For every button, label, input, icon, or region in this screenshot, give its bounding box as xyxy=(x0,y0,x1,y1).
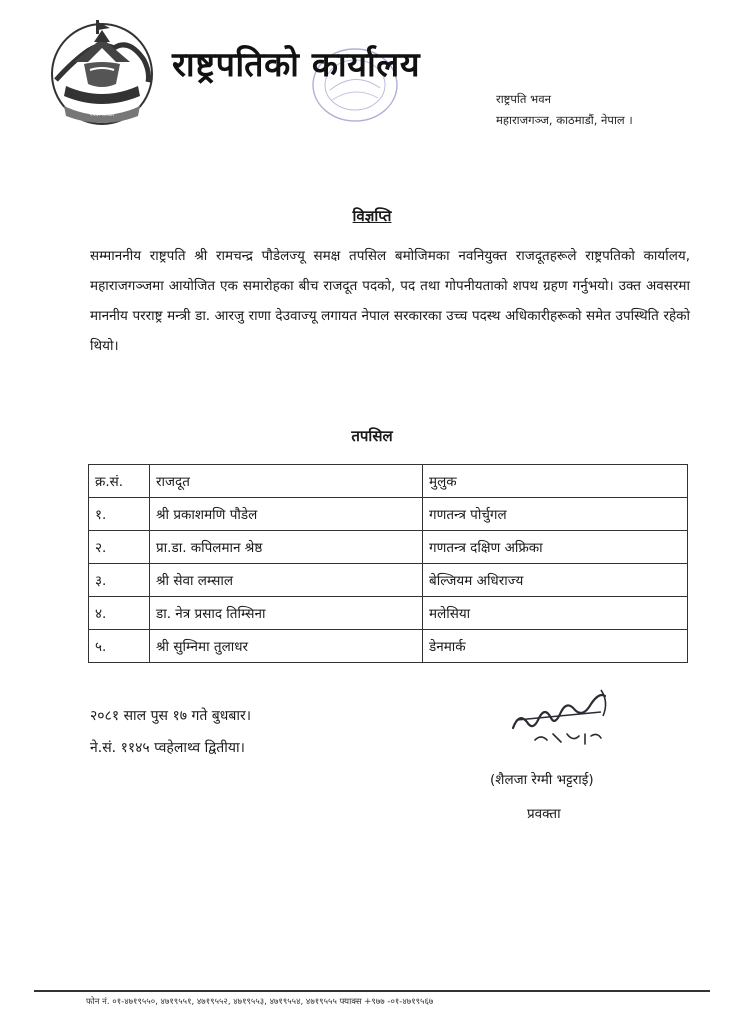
notice-heading: विज्ञप्ति xyxy=(352,207,392,225)
ambassador-cell: प्रा.डा. कपिलमान श्रेष्ठ xyxy=(150,531,423,564)
ambassador-table xyxy=(88,464,688,663)
nepal-government-emblem-icon xyxy=(44,20,160,130)
table-row xyxy=(89,531,688,564)
footer-divider xyxy=(34,990,710,992)
col-serial: क्र.सं. xyxy=(89,465,150,498)
annex-heading: तपसिल xyxy=(351,427,393,445)
table-header-row xyxy=(89,465,688,498)
address-line-1: राष्ट्रपति भवन xyxy=(496,92,551,106)
serial-cell: २. xyxy=(89,531,150,564)
table-row xyxy=(89,597,688,630)
serial-cell: ३. xyxy=(89,564,150,597)
signatory-name: (शैलजा रेग्मी भट्टराई) xyxy=(490,772,594,788)
country-cell: बेल्जियम अधिराज्य xyxy=(423,564,688,597)
signatory-role: प्रवक्ता xyxy=(527,806,561,822)
handwritten-signature-icon xyxy=(505,682,617,748)
col-country: मुलुक xyxy=(423,465,688,498)
table-row xyxy=(89,564,688,597)
date-bikram-sambat: २०८१ साल पुस १७ गते बुधबार। xyxy=(90,708,252,724)
notice-body: सम्माननीय राष्ट्रपति श्री रामचन्द्र पौडेलज्यू समक्ष तपसिल बमोजिमका नवनियुक्त राजदूतहरूले राष्ट्रपतिको कार्यालय, महाराजगञ्जमा आयोजित एक समारोहका बीच राजदूत पदको, पद तथा गोपनीयताको शपथ ग्रहण गर्नुभयो। उक्त अवसरमा माननीय परराष्ट्र मन्त्री डा. आरजु राणा देउवाज्यू लगायत नेपाल सरकारका उच्च पदस्थ अधिकारीहरूको समेत उपस्थिति रहेको थियो। xyxy=(90,248,690,354)
ambassador-cell: डा. नेत्र प्रसाद तिम्सिना xyxy=(150,597,423,630)
office-title: राष्ट्रपतिको कार्यालय xyxy=(172,45,421,85)
table-row xyxy=(89,630,688,663)
country-cell: गणतन्त्र पोर्चुगल xyxy=(423,498,688,531)
address-line-2: महाराजगञ्ज, काठमाडौं, नेपाल । xyxy=(496,113,633,127)
col-ambassador: राजदूत xyxy=(150,465,423,498)
footer-contacts: फोन नं. ०१-४७१९५५०, ४७१९५५१, ४७१९५५२, ४७१९५५३, ४७१९५५४, ४७१९५५५ फ्याक्स +९७७ -०१-४७१९५६७ xyxy=(86,997,434,1007)
country-cell: मलेसिया xyxy=(423,597,688,630)
serial-cell: ५. xyxy=(89,630,150,663)
country-cell: डेनमार्क xyxy=(423,630,688,663)
ambassador-cell: श्री प्रकाशमणि पौडेल xyxy=(150,498,423,531)
table-row xyxy=(89,498,688,531)
emblem-motto: नेपाल सरकार xyxy=(89,112,115,118)
serial-cell: १. xyxy=(89,498,150,531)
serial-cell: ४. xyxy=(89,597,150,630)
country-cell: गणतन्त्र दक्षिण अफ्रिका xyxy=(423,531,688,564)
ambassador-cell: श्री सुम्निमा तुलाधर xyxy=(150,630,423,663)
date-nepal-sambat: ने.सं. ११४५ प्वहेलाथ्व द्वितीया। xyxy=(90,740,245,756)
ambassador-cell: श्री सेवा लम्साल xyxy=(150,564,423,597)
